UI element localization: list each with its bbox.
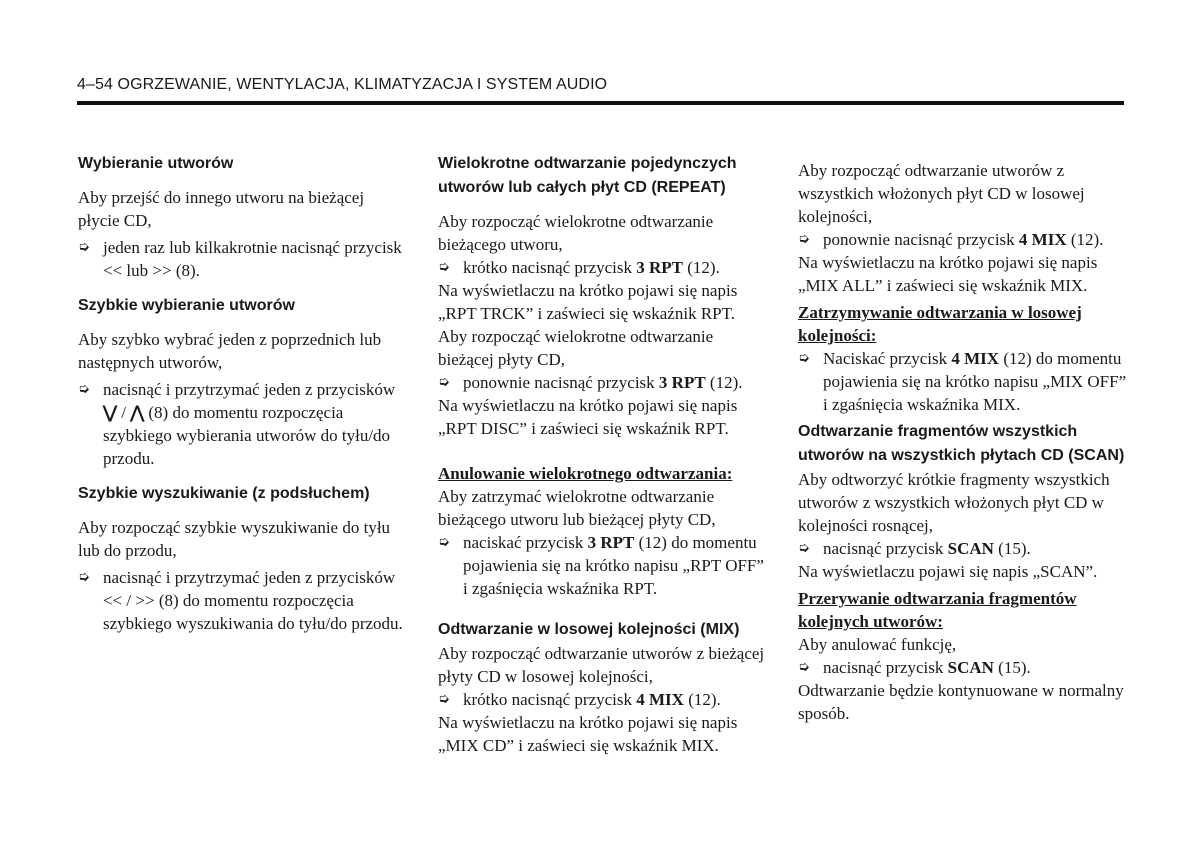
bullet-item: ➭ nacisnąć przycisk SCAN (15). <box>798 539 1031 558</box>
bullet-item: ➭ nacisnąć przycisk SCAN (15). <box>798 658 1031 677</box>
paragraph: Aby rozpocząć wielokrotne odtwarzanie bieżącej płyty CD, <box>438 327 714 369</box>
paragraph: Aby rozpocząć odtwarzanie utworów z wszystkich włożonych płyt CD w losowej kolejności, <box>798 161 1085 226</box>
page-header: 4–54 OGRZEWANIE, WENTYLACJA, KLIMATYZACJA I SYSTEM AUDIO <box>77 76 608 93</box>
arrow-icon: ➭ <box>78 569 90 585</box>
paragraph: Na wyświetlaczu na krótko pojawi się napis „MIX ALL” i zaświeci się wskaźnik MIX. <box>798 253 1098 295</box>
column-1 <box>78 152 408 635</box>
arrow-icon: ➭ <box>78 381 90 397</box>
bullet-item: ➭ jeden raz lub kilkakrotnie nacisnąć przycisk << lub >> (8). <box>78 238 402 280</box>
paragraph: Na wyświetlaczu na krótko pojawi się napis „RPT TRCK” i zaświeci się wskaźnik RPT. <box>438 281 738 323</box>
paragraph: Aby zatrzymać wielokrotne odtwarzanie bieżącego utworu lub bieżącej płyty CD, <box>438 487 716 529</box>
paragraph: Odtwarzanie będzie kontynuowane w normalny sposób. <box>798 681 1124 723</box>
paragraph: Aby przejść do innego utworu na bieżącej płycie CD, <box>78 188 365 230</box>
subheading-stop-scan: Przerywanie odtwarzania fragmentów kolejnych utworów: <box>798 589 1077 631</box>
arrow-icon: ➭ <box>798 231 810 247</box>
chevron-up-icon: ⋀ <box>130 403 145 422</box>
paragraph: Aby rozpocząć wielokrotne odtwarzanie bieżącego utworu, <box>438 212 714 254</box>
bullet-item: ➭ naciskać przycisk 3 RPT (12) do momentu pojawienia się na krótko napisu „RPT OFF” i zgaśnięcia wskaźnika RPT. <box>438 533 764 598</box>
arrow-icon: ➭ <box>438 374 450 390</box>
heading-repeat: Wielokrotne odtwarzanie pojedynczych utworów lub całych płyt CD (REPEAT) <box>438 155 737 196</box>
subheading-cancel-repeat: Anulowanie wielokrotnego odtwarzania: <box>438 464 733 483</box>
arrow-icon: ➭ <box>798 659 810 675</box>
button-ref: SCAN <box>947 658 994 677</box>
paragraph: Na wyświetlaczu na krótko pojawi się napis „RPT DISC” i zaświeci się wskaźnik RPT. <box>438 396 738 438</box>
bullet-item: ➭ krótko nacisnąć przycisk 4 MIX (12). <box>438 690 721 709</box>
paragraph: Na wyświetlaczu na krótko pojawi się napis „MIX CD” i zaświeci się wskaźnik MIX. <box>438 713 738 755</box>
column-3 <box>798 159 1128 725</box>
heading-mix: Odtwarzanie w losowej kolejności (MIX) <box>438 621 740 638</box>
heading-fast-select: Szybkie wybieranie utworów <box>78 297 295 314</box>
paragraph: Na wyświetlaczu pojawi się napis „SCAN”. <box>798 562 1098 581</box>
bullet-item: ➭ nacisnąć i przytrzymać jeden z przycisków ⋁ / ⋀ (8) do momentu rozpoczęcia szybkiego wybierania utworów do tyłu/do przodu. <box>78 380 396 468</box>
column-2 <box>438 152 768 757</box>
bullet-item: ➭ ponownie nacisnąć przycisk 3 RPT (12). <box>438 373 743 392</box>
button-ref: 3 RPT <box>636 258 683 277</box>
header-rule <box>77 101 1124 105</box>
arrow-icon: ➭ <box>438 691 450 707</box>
subheading-stop-mix: Zatrzymywanie odtwarzania w losowej kolejności: <box>798 303 1082 345</box>
paragraph: Aby szybko wybrać jeden z poprzednich lub następnych utworów, <box>78 330 382 372</box>
heading-scan: Odtwarzanie fragmentów wszystkich utworów na wszystkich płytach CD (SCAN) <box>798 423 1125 464</box>
arrow-icon: ➭ <box>78 239 90 255</box>
paragraph: Aby rozpocząć odtwarzanie utworów z bieżącej płyty CD w losowej kolejności, <box>438 644 765 686</box>
bullet-item: ➭ krótko nacisnąć przycisk 3 RPT (12). <box>438 258 720 277</box>
button-ref: 3 RPT <box>587 533 635 552</box>
button-ref: 4 MIX <box>636 690 684 709</box>
bullet-item: ➭ nacisnąć i przytrzymać jeden z przycisków << / >> (8) do momentu rozpoczęcia szybkiego wyszukiwania do tyłu/do przodu. <box>78 568 403 633</box>
button-ref: 3 RPT <box>658 373 706 392</box>
paragraph: Aby anulować funkcję, <box>798 635 957 654</box>
arrow-icon: ➭ <box>798 350 810 366</box>
button-ref: SCAN <box>947 539 994 558</box>
bullet-item: ➭ ponownie nacisnąć przycisk 4 MIX (12). <box>798 230 1104 249</box>
paragraph: Aby odtworzyć krótkie fragmenty wszystkich utworów z wszystkich włożonych płyt CD w kolejności rosnącej, <box>798 470 1110 535</box>
arrow-icon: ➭ <box>798 540 810 556</box>
button-ref: 4 MIX <box>1018 230 1067 249</box>
chevron-down-icon: ⋁ <box>103 403 117 422</box>
button-ref: 4 MIX <box>951 349 1000 368</box>
arrow-icon: ➭ <box>438 259 450 275</box>
heading-fast-search: Szybkie wyszukiwanie (z podsłuchem) <box>78 485 370 502</box>
bullet-item: ➭ Naciskać przycisk 4 MIX (12) do momentu pojawienia się na krótko napisu „MIX OFF” i zgaśnięcia wskaźnika MIX. <box>798 349 1127 414</box>
heading-track-select: Wybieranie utworów <box>78 155 234 172</box>
paragraph: Aby rozpocząć szybkie wyszukiwanie do tyłu lub do przodu, <box>78 518 391 560</box>
arrow-icon: ➭ <box>438 534 450 550</box>
